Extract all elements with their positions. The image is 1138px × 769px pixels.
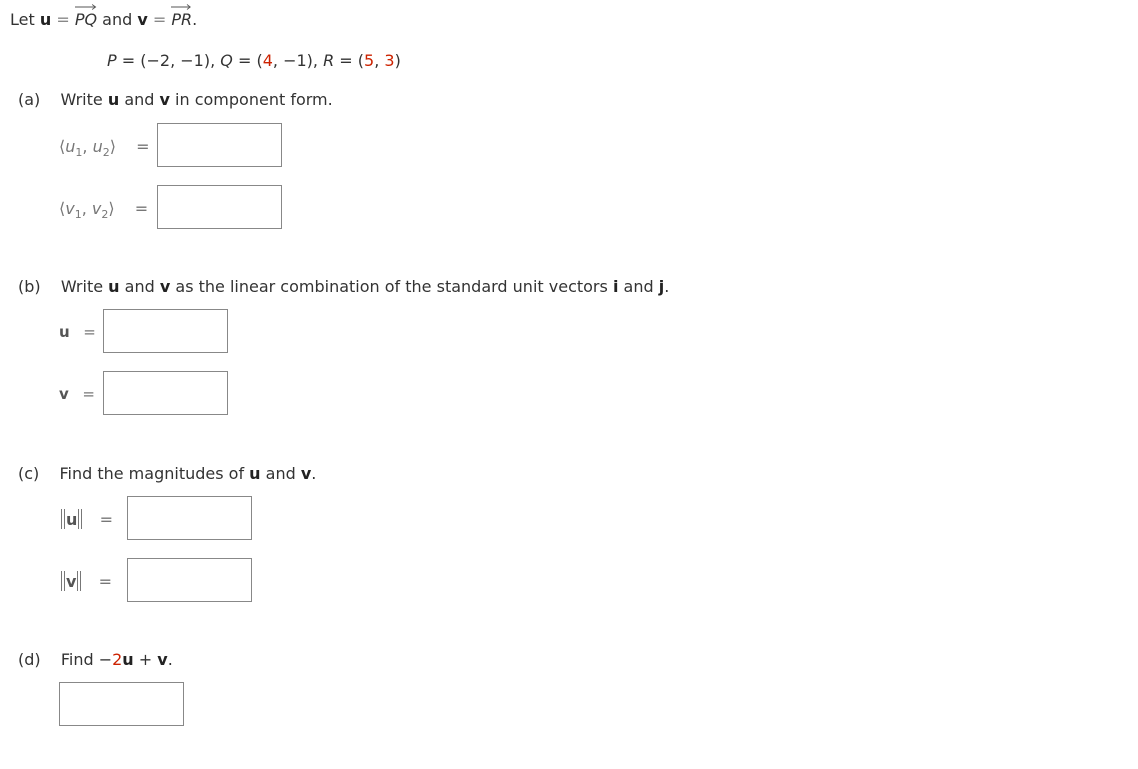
coefficient: 2: [112, 650, 123, 669]
let-word: Let: [10, 10, 35, 29]
point-r-label: R: [323, 51, 335, 70]
magnitude-u-input[interactable]: [127, 496, 252, 540]
point-q-x: 4: [262, 51, 273, 70]
point-q-label: Q: [220, 51, 233, 70]
point-r-y: 3: [384, 51, 395, 70]
point-r-x: 5: [364, 51, 375, 70]
equals-sign: =: [237, 51, 252, 70]
equals-sign: =: [82, 385, 95, 403]
component-v-input[interactable]: [157, 185, 282, 229]
vector-pq: [75, 10, 97, 29]
equals-sign: =: [83, 323, 96, 341]
point-p-label: P: [107, 51, 117, 70]
problem-statement: [10, 10, 197, 29]
magnitude-u-label: u =: [60, 509, 113, 529]
combination-input[interactable]: [59, 682, 184, 726]
equals-sign: =: [99, 510, 113, 529]
equals-sign: =: [134, 199, 149, 218]
equals-sign: =: [121, 51, 136, 70]
part-c-heading: (c) Find the magnitudes of u and v.: [18, 464, 317, 483]
vector-pr-label: PR: [171, 10, 193, 29]
equals-sign: =: [98, 572, 113, 591]
vector-arrow-icon: [75, 4, 97, 10]
magnitude-v-label: v =: [60, 571, 112, 591]
vector-arrow-icon: [171, 4, 192, 10]
component-u-label: $⟨u_1$, $u_2⟩$ =: [59, 137, 150, 159]
component-v-label: $⟨v_1$, $v_2⟩$ =: [59, 199, 149, 221]
part-c-label: (c): [18, 464, 40, 483]
component-u-input[interactable]: [157, 123, 282, 167]
point-r-value: (5, 3): [357, 51, 401, 70]
part-b-heading: (b) Write u and v as the linear combination of the standard unit vectors i and j.: [18, 277, 670, 296]
u-symbol: u: [39, 10, 52, 29]
intro-period: .: [192, 10, 198, 29]
point-p-value: (−2, −1): [140, 51, 211, 70]
linear-v-label: v =: [59, 385, 95, 403]
part-a-label: (a): [18, 90, 41, 109]
point-q-value: (4, −1): [256, 51, 313, 70]
part-a-heading: (a) Write u and v in component form.: [18, 90, 333, 109]
vector-pr: [171, 10, 192, 29]
linear-v-input[interactable]: [103, 371, 228, 415]
magnitude-v-input[interactable]: [127, 558, 252, 602]
part-d-heading: (d) Find −2u + v.: [18, 650, 173, 669]
part-b-label: (b): [18, 277, 41, 296]
points-definition: P = (−2, −1), Q = (4, −1), R = (5, 3): [107, 51, 401, 70]
vector-pq-label: PQ: [74, 10, 98, 29]
linear-u-input[interactable]: [103, 309, 228, 353]
equals-sign: =: [136, 137, 150, 156]
equals-sign: =: [56, 10, 70, 29]
part-d-label: (d): [18, 650, 41, 669]
equals-sign-2: =: [152, 10, 167, 29]
equals-sign: =: [339, 51, 353, 70]
linear-u-label: u =: [59, 323, 96, 341]
and-word: and: [102, 10, 133, 29]
v-symbol: v: [137, 10, 148, 29]
